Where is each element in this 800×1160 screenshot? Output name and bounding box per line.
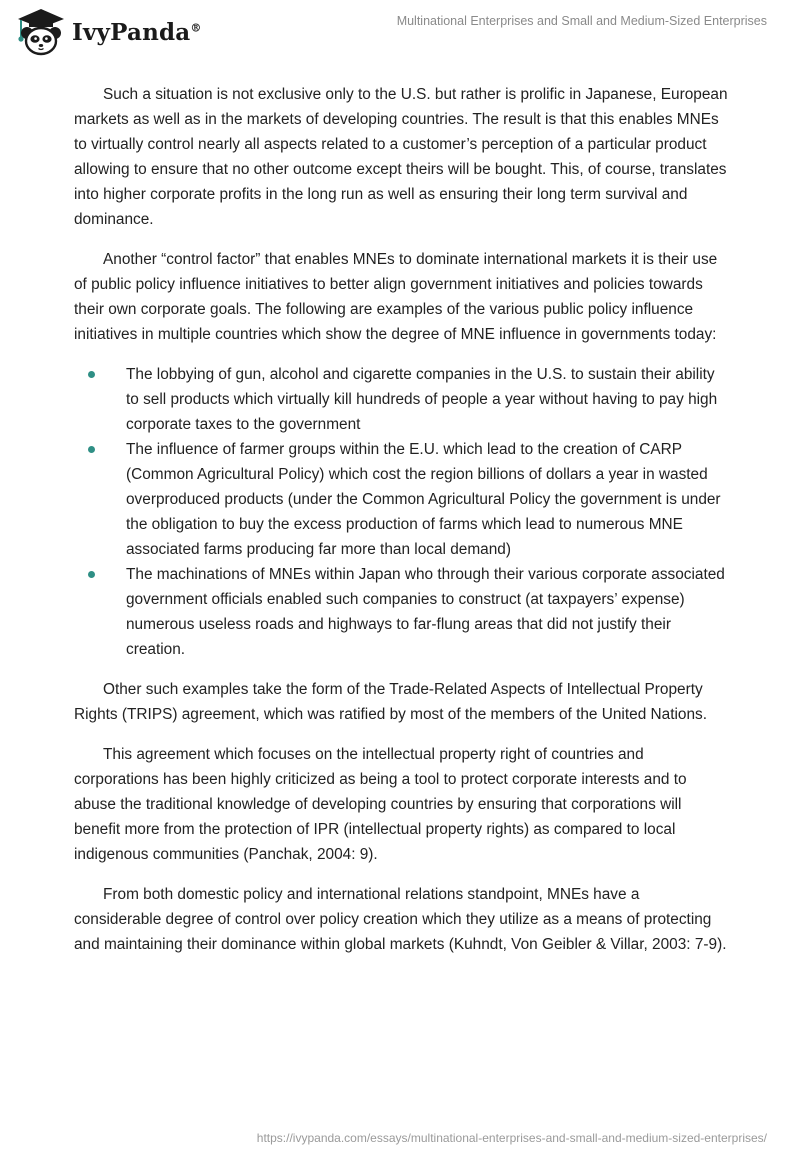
list-item-text: The lobbying of gun, alcohol and cigarette companies in the U.S. to sustain their ability to sell products which virtually kill hundreds of people a year without having to pay high corporate taxes to the government	[126, 366, 718, 433]
brand-logo[interactable]	[14, 6, 202, 58]
registered-mark: ®	[190, 20, 202, 34]
paragraph-1: Such a situation is not exclusive only to the U.S. but rather is prolific in Japanese, European markets as well as in the markets of developing countries. The result is that this enables MNEs to virtually control nearly all aspects related to a customer’s perception of a particular product allowing to ensure that no other outcome except theirs will be bought. This, of course, translates into higher corporate profits in the long run as well as ensuring their long term survival and dominance.	[74, 86, 728, 228]
paragraph-5: From both domestic policy and international relations standpoint, MNEs have a considerable degree of control over policy creation which they utilize as a means of protecting and maintaining their dominance within global markets (Kuhndt, Von Geibler & Villar, 2003: 7-9).	[74, 886, 727, 953]
panda-graduation-cap-icon	[14, 7, 68, 57]
list-item	[74, 562, 730, 662]
bullet-icon	[88, 446, 95, 453]
document-title: Multinational Enterprises and Small and Medium-Sized Enterprises	[396, 14, 767, 28]
list-item-text: The influence of farmer groups within the E.U. which lead to the creation of CARP (Common Agricultural Policy) which cost the region billions of dollars a year in wasted overproduced products (under the Common Agricultural Policy the government is under the obligation to buy the excess production of farms which lead to numerous MNE associated farms producing far more than local demand)	[126, 441, 721, 558]
brand-name: IvyPanda®	[72, 18, 202, 46]
paragraph-4: This agreement which focuses on the intellectual property right of countries and corporations has been highly criticized as being a tool to protect corporate interests and to abuse the traditional knowledge of developing countries by ensuring that corporations will benefit more from the protection of IPR (intellectual property rights) as compared to local indigenous communities (Panchak, 2004: 9).	[74, 746, 687, 863]
page-header	[0, 0, 800, 70]
bullet-icon	[88, 571, 95, 578]
bullet-icon	[88, 371, 95, 378]
paragraph-2: Another “control factor” that enables MNEs to dominate international markets it is their use of public policy influence initiatives to better align government initiatives and policies towards their own corporate goals. The following are examples of the various public policy influence initiatives in multiple countries which show the degree of MNE influence in governments today:	[74, 251, 718, 343]
paragraph-3: Other such examples take the form of the Trade-Related Aspects of Intellectual Property Rights (TRIPS) agreement, which was ratified by most of the members of the United Nations.	[74, 681, 707, 723]
source-url-link[interactable]: https://ivypanda.com/essays/multinational-enterprises-and-small-and-medium-sized-enterprises/	[256, 1131, 767, 1145]
list-item	[74, 437, 730, 562]
examples-list	[74, 362, 730, 662]
essay-content	[74, 82, 730, 972]
list-item-text: The machinations of MNEs within Japan who through their various corporate associated government officials enabled such companies to construct (at taxpayers’ expense) numerous useless roads and highways to far-flung areas that did not justify their creation.	[126, 566, 725, 658]
list-item	[74, 362, 730, 437]
